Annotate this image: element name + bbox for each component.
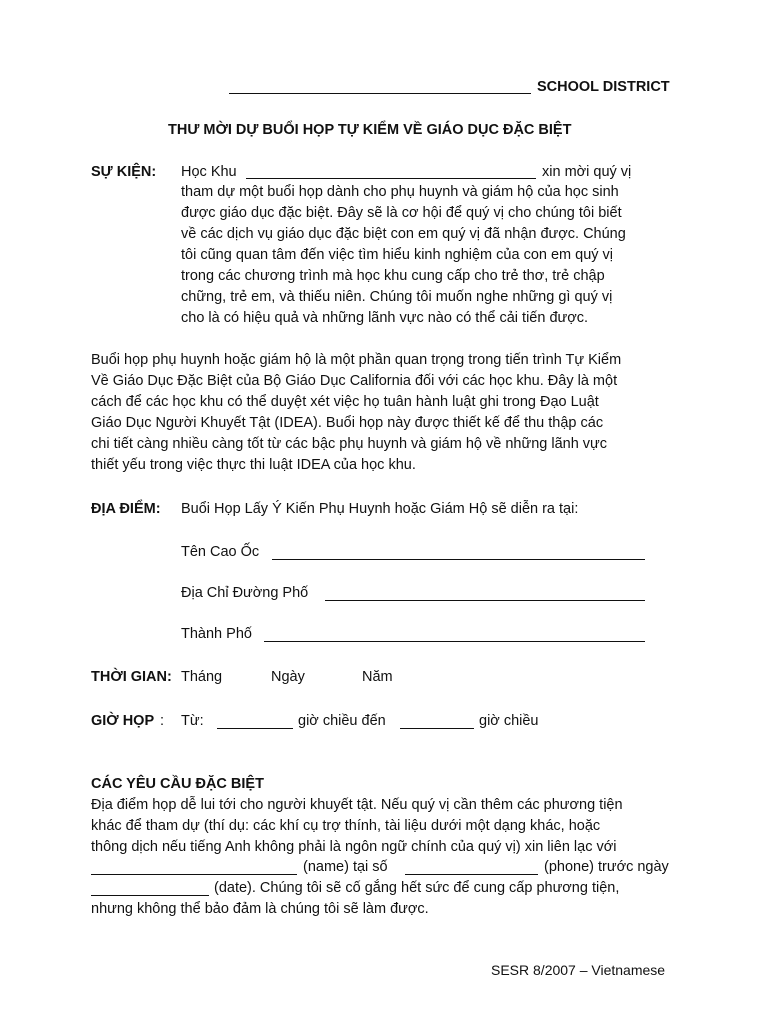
contact-name-blank <box>91 861 297 880</box>
date-blank <box>91 882 209 901</box>
event-prefix: Học Khu <box>181 164 237 180</box>
hours-colon: : <box>160 713 165 729</box>
hours-pm: giờ chiều <box>479 713 539 729</box>
location-label: ĐỊA ĐIỂM: <box>91 501 161 517</box>
start-time-blank <box>217 715 293 734</box>
city-blank <box>264 628 645 647</box>
time-label: THỜI GIAN: <box>91 669 172 685</box>
special-heading: CÁC YÊU CẦU ĐẶC BIỆT <box>91 776 264 792</box>
name-label: (name) tại số <box>303 859 388 875</box>
intro-paragraph: Buổi họp phụ huynh hoặc giám hộ là một phần quan trọng trong tiến trình Tự Kiểm Về Giáo Dục Đặc Biệt của Bộ Giáo Dục California đối với các học khu. Đây là một cách để các học khu có thể duyệt xét việc họ tuân hành luật ghi trong Đạo Luật Giáo Dục Người Khuyết Tật (IDEA). Buổi họp này được thiết kế để thu thập các chi tiết càng nhiều càng tốt từ các bậc phụ huynh và giám hộ về những lãnh vực thiết yếu trong việc thực thi luật IDEA của học khu. <box>91 352 622 473</box>
year-label: Năm <box>362 669 393 685</box>
phone-blank <box>405 861 538 880</box>
street-blank <box>325 587 645 606</box>
event-label: SỰ KIỆN: <box>91 164 157 180</box>
building-label: Tên Cao Ốc <box>181 544 260 560</box>
day-label: Ngày <box>271 669 305 685</box>
district-label: SCHOOL DISTRICT <box>537 79 670 95</box>
footer-code: SESR 8/2007 – Vietnamese <box>491 962 666 978</box>
phone-label: (phone) trước ngày <box>544 859 669 875</box>
district-blank <box>229 80 531 99</box>
location-text: Buổi Họp Lấy Ý Kiến Phụ Huynh hoặc Giám Hộ sẽ diễn ra tại: <box>181 501 579 517</box>
special-last-line: nhưng không thể bảo đảm là chúng tôi sẽ làm được. <box>91 901 429 917</box>
hours-label: GIỜ HỌP <box>91 713 155 729</box>
hours-from: Từ: <box>181 713 204 729</box>
street-label: Địa Chỉ Đường Phố <box>181 585 309 601</box>
special-body: Địa điểm họp dễ lui tới cho người khuyết tật. Nếu quý vị cần thêm các phương tiện khác để tham dự (thí dụ: các khí cụ trợ thính, tài liệu dưới một dạng khác, hoặc thông dịch nếu tiếng Anh không phải là ngôn ngữ chính của quý vị) xin liên lạc với <box>91 797 623 855</box>
building-blank <box>272 546 645 565</box>
city-label: Thành Phố <box>181 626 252 642</box>
event-body: tham dự một buổi họp dành cho phụ huynh và giám hộ của học sinh được giáo dục đặc biệt. Đây sẽ là cơ hội để quý vị cho chúng tôi biết về các dịch vụ giáo dục đặc biệt con em quý vị đã nhận được. Chúng tôi cũng quan tâm đến việc tìm hiểu kinh nghiệm của con em quý vị trong các chương trình mà học khu cung cấp cho trẻ thơ, trẻ chập chững, trẻ em, và thiếu niên. Chúng tôi muốn nghe những gì quý vị cho là có hiệu quả và những lãnh vực nào có thể cải tiến được. <box>181 184 626 326</box>
hours-to: giờ chiều đến <box>298 713 386 729</box>
event-suffix: xin mời quý vị <box>542 164 632 180</box>
date-label: (date). Chúng tôi sẽ cố gắng hết sức để cung cấp phương tiện, <box>214 880 620 896</box>
document-title: THƯ MỜI DỰ BUỔI HỌP TỰ KIỂM VỀ GIÁO DỤC ĐẶC BIỆT <box>168 122 572 138</box>
month-label: Tháng <box>181 669 223 685</box>
end-time-blank <box>400 715 474 734</box>
